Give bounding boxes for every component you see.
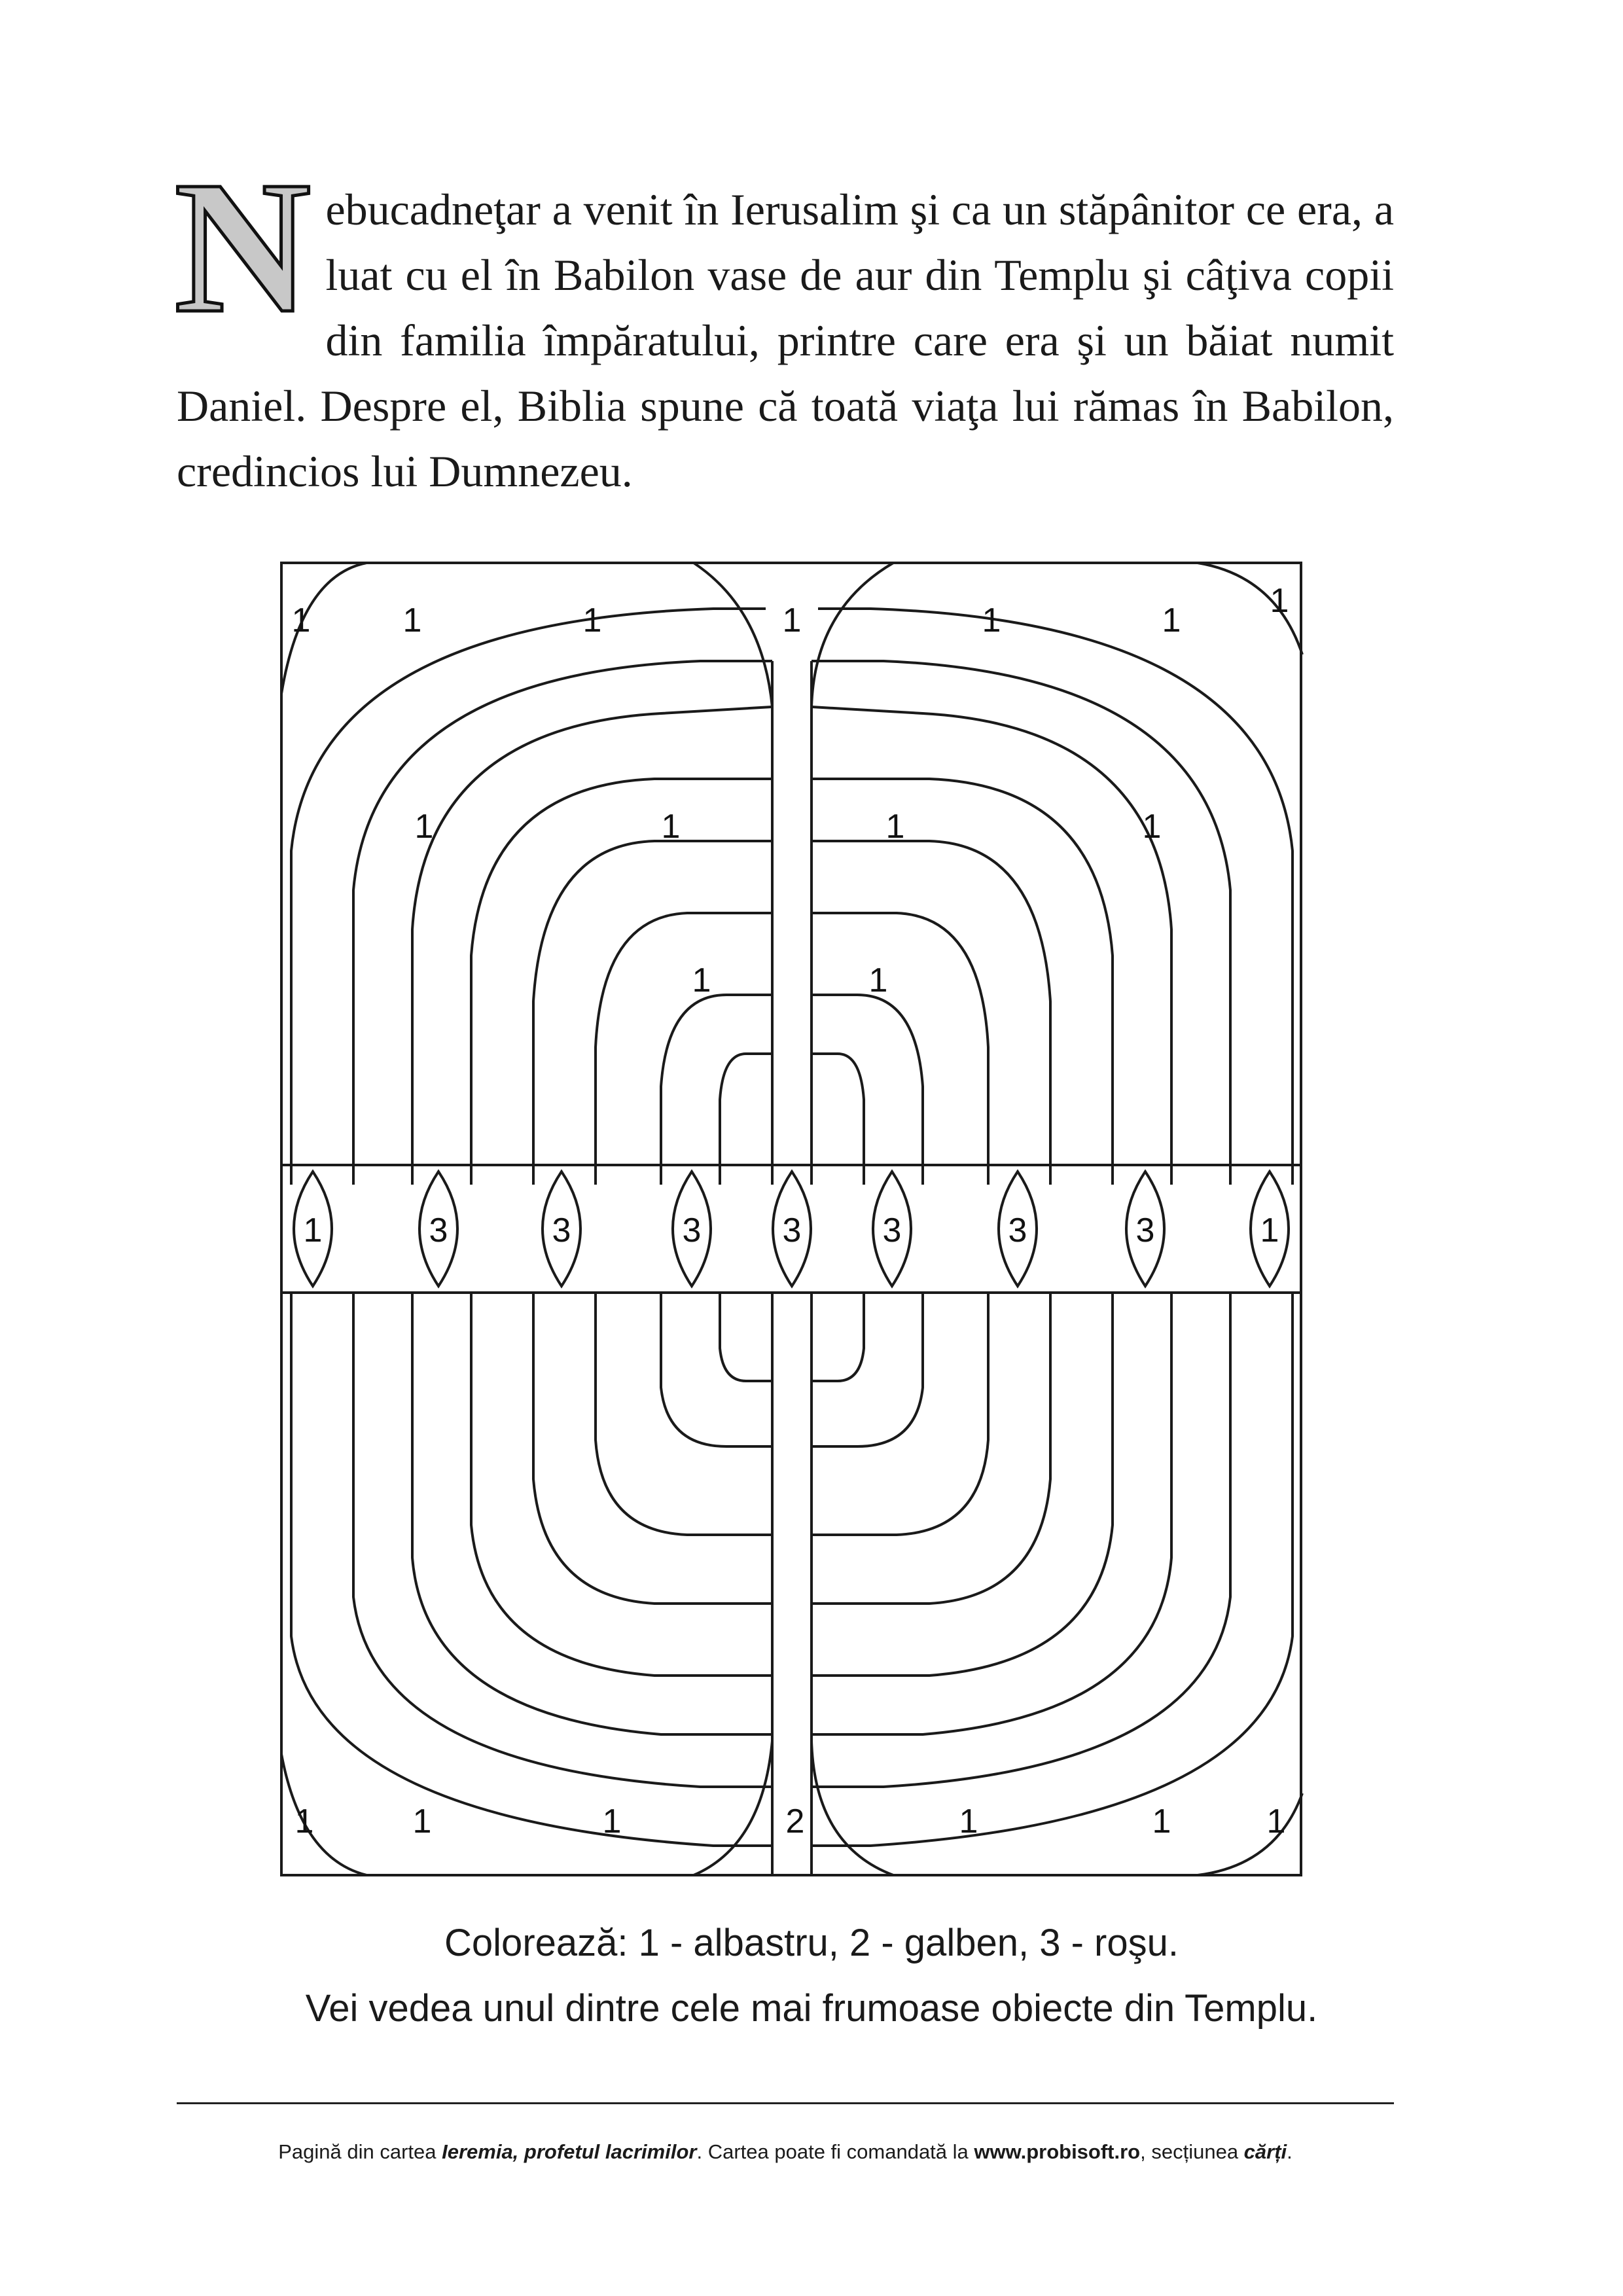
arc [812, 1293, 1113, 1676]
region-number: 3 [1135, 1211, 1155, 1249]
region-number: 3 [682, 1211, 702, 1249]
region-number: 1 [412, 1803, 432, 1840]
arc [812, 1741, 893, 1875]
arc [720, 1293, 772, 1381]
hint-text: Vei vedea unul dintre cele mai frumoase obiecte din Templu. [305, 1987, 1318, 2030]
region-number: 1 [602, 1803, 622, 1840]
arc [812, 841, 1050, 1185]
arc [812, 661, 1230, 1185]
arc [694, 563, 772, 707]
arc [533, 1293, 772, 1604]
footer-section: cărți [1243, 2140, 1287, 2163]
arc [818, 609, 1293, 1185]
region-number: 1 [582, 601, 602, 639]
region-number: 3 [882, 1211, 902, 1249]
region-number: 1 [959, 1803, 978, 1840]
arc [1198, 1793, 1302, 1875]
region-number: 1 [303, 1211, 323, 1249]
arc [412, 1293, 772, 1734]
region-number: 1 [868, 961, 888, 999]
arc [281, 1754, 366, 1875]
arc [812, 1293, 864, 1381]
arc [596, 913, 772, 1185]
region-number: 1 [982, 601, 1001, 639]
arc [291, 609, 766, 1185]
color-legend: Colorează: 1 - albastru, 2 - galben, 3 - roşu. [444, 1922, 1179, 1964]
arc [812, 563, 893, 707]
region-number: 1 [1142, 808, 1162, 846]
footer-suffix: , secțiunea [1140, 2140, 1244, 2163]
region-number: 1 [294, 1803, 314, 1840]
arc [812, 1293, 988, 1535]
arc [353, 661, 772, 1185]
stem [772, 1293, 812, 1875]
drop-cap-letter: N [174, 142, 312, 352]
footer-prefix: Pagină din cartea [278, 2140, 442, 2163]
arc [471, 1293, 772, 1676]
region-number: 1 [1260, 1211, 1279, 1249]
region-number: 3 [552, 1211, 571, 1249]
region-number: 1 [1266, 1803, 1286, 1840]
arc [353, 1293, 772, 1787]
region-number: 3 [429, 1211, 448, 1249]
region-number: 1 [661, 808, 681, 846]
arc [596, 1293, 772, 1535]
region-number: 3 [1008, 1211, 1027, 1249]
region-number: 1 [402, 601, 422, 639]
stem [772, 661, 812, 1185]
arc [812, 913, 988, 1185]
arc [812, 1293, 1171, 1734]
arc [661, 1293, 772, 1446]
region-number: 1 [1270, 582, 1289, 620]
intro-text: ebucadneţar a venit în Ierusalim şi ca un stăpânitor ce era, a luat cu el în Babilon vase de aur din Templu şi câţiva copii din familia împăratului, printre care era şi un băiat numit Daniel. Despre el, Biblia spune că toată viaţa lui rămas în Babilon, credincios lui Dumnezeu. [177, 185, 1394, 496]
region-number: 1 [414, 808, 434, 846]
region-number: 2 [785, 1803, 805, 1840]
region-number: 1 [1162, 601, 1181, 639]
arc [694, 1741, 772, 1875]
region-number: 1 [291, 601, 311, 639]
arc [812, 1293, 1050, 1604]
footer-middle: . Cartea poate fi comandată la [696, 2140, 974, 2163]
region-number: 1 [692, 961, 711, 999]
arc [812, 995, 923, 1185]
footer-note [177, 2140, 1394, 2164]
footer-book-title: Ieremia, profetul lacrimilor [442, 2140, 697, 2163]
arc [812, 1293, 1230, 1787]
region-number: 3 [782, 1211, 802, 1249]
arc [661, 995, 772, 1185]
footer-divider [177, 2102, 1394, 2104]
arc [812, 1293, 923, 1446]
region-number: 1 [885, 808, 905, 846]
region-number: 1 [782, 601, 802, 639]
region-number: 1 [1152, 1803, 1171, 1840]
arc [533, 841, 772, 1185]
footer-site-link[interactable]: www.probisoft.ro [974, 2140, 1141, 2163]
footer-end: . [1287, 2140, 1293, 2163]
